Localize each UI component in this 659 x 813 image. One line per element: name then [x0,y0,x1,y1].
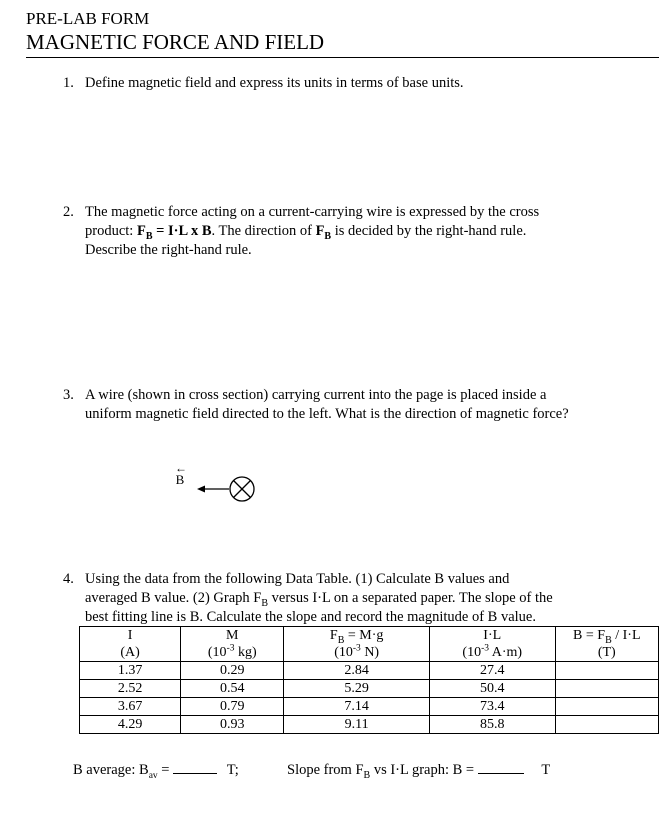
b-average-unit: T; [226,762,239,778]
table-row [80,698,659,716]
question-2-line-3: Describe the right-hand rule. [85,242,252,258]
question-2-line-1: The magnetic force acting on a current-carrying wire is expressed by the cross [85,204,540,220]
question-3-text [85,386,630,424]
question-3-line-1: A wire (shown in cross section) carrying current into the page is placed inside a [85,387,547,403]
table-cell: 4.29 [80,716,181,734]
b-value-cell[interactable] [555,698,658,716]
question-number: 3. [63,387,74,403]
table-unit: ($10^{-3}$ kg) [181,644,284,662]
table-cell: 0.93 [181,716,284,734]
table-row [80,680,659,698]
b-average-label: B average: $B_{av}$ = [73,762,170,781]
form-title: PRE-LAB FORM [26,9,150,28]
slope-blank[interactable] [478,760,524,774]
table-row [80,662,659,680]
table-cell: 85.8 [429,716,555,734]
table-header: M [181,627,284,645]
table-header: $F_B = M\cdot g$ [284,627,430,645]
question-4-line-3: best fitting line is B. Calculate the slope and record the magnitude of B value. [85,609,536,625]
b-average-blank[interactable] [173,760,217,774]
table-cell: 5.29 [284,680,430,698]
field-diagram [195,476,275,502]
table-header-row [80,627,659,645]
table-cell: 1.37 [80,662,181,680]
b-value-cell[interactable] [555,716,658,734]
b-value-cell[interactable] [555,662,658,680]
question-4-text [85,570,630,627]
table-cell: 2.52 [80,680,181,698]
table-cell: 50.4 [429,680,555,698]
slope-unit: T [541,762,551,778]
question-4-line-1: Using the data from the following Data Table. (1) Calculate B values and [85,571,510,587]
table-header: $B = F_B / I\cdot L$ [555,627,658,645]
table-cell: 7.14 [284,698,430,716]
table-unit: (A) [80,644,181,662]
table-cell: 9.11 [284,716,430,734]
table-header: I·L [429,627,555,645]
b-average-row [73,760,239,779]
field-label: B [175,472,185,487]
question-number: 2. [63,204,74,220]
table-cell: 0.54 [181,680,284,698]
slope-label: Slope from $F_B$ vs I·L graph: B = [287,762,475,781]
table-cell: 0.29 [181,662,284,680]
arrow-left-icon [197,486,229,493]
page-title: MAGNETIC FORCE AND FIELD [26,30,325,54]
table-unit: ($10^{-3}$ A·m) [429,644,555,662]
table-cell: 0.79 [181,698,284,716]
question-1-text: Define magnetic field and express its units in terms of base units. [85,75,464,91]
wire-into-page-icon [230,477,254,501]
data-table [79,626,659,734]
question-2-line-2: product: $F_B = I\cdot L$ x B. The direction of $F_B$ is decided by the right-hand rule. [85,223,527,242]
question-number: 4. [63,571,74,587]
vector-arrow-icon: ← [175,461,187,475]
table-unit: (T) [555,644,658,662]
b-value-cell[interactable] [555,680,658,698]
question-4-line-2: averaged B value. (2) Graph $F_B$ versus I·L on a separated paper. The slope of the [85,590,553,609]
title-rule [26,57,659,58]
table-unit: ($10^{-3}$ N) [284,644,430,662]
question-number: 1. [63,75,74,91]
field-vector-label [172,461,188,488]
table-header: I [80,627,181,645]
table-units-row [80,644,659,662]
table-cell: 2.84 [284,662,430,680]
slope-row [287,760,550,779]
table-cell: 27.4 [429,662,555,680]
table-cell: 73.4 [429,698,555,716]
table-row [80,716,659,734]
question-3-line-2: uniform magnetic field directed to the left. What is the direction of magnetic force? [85,406,569,422]
table-cell: 3.67 [80,698,181,716]
question-2-text [85,203,630,260]
